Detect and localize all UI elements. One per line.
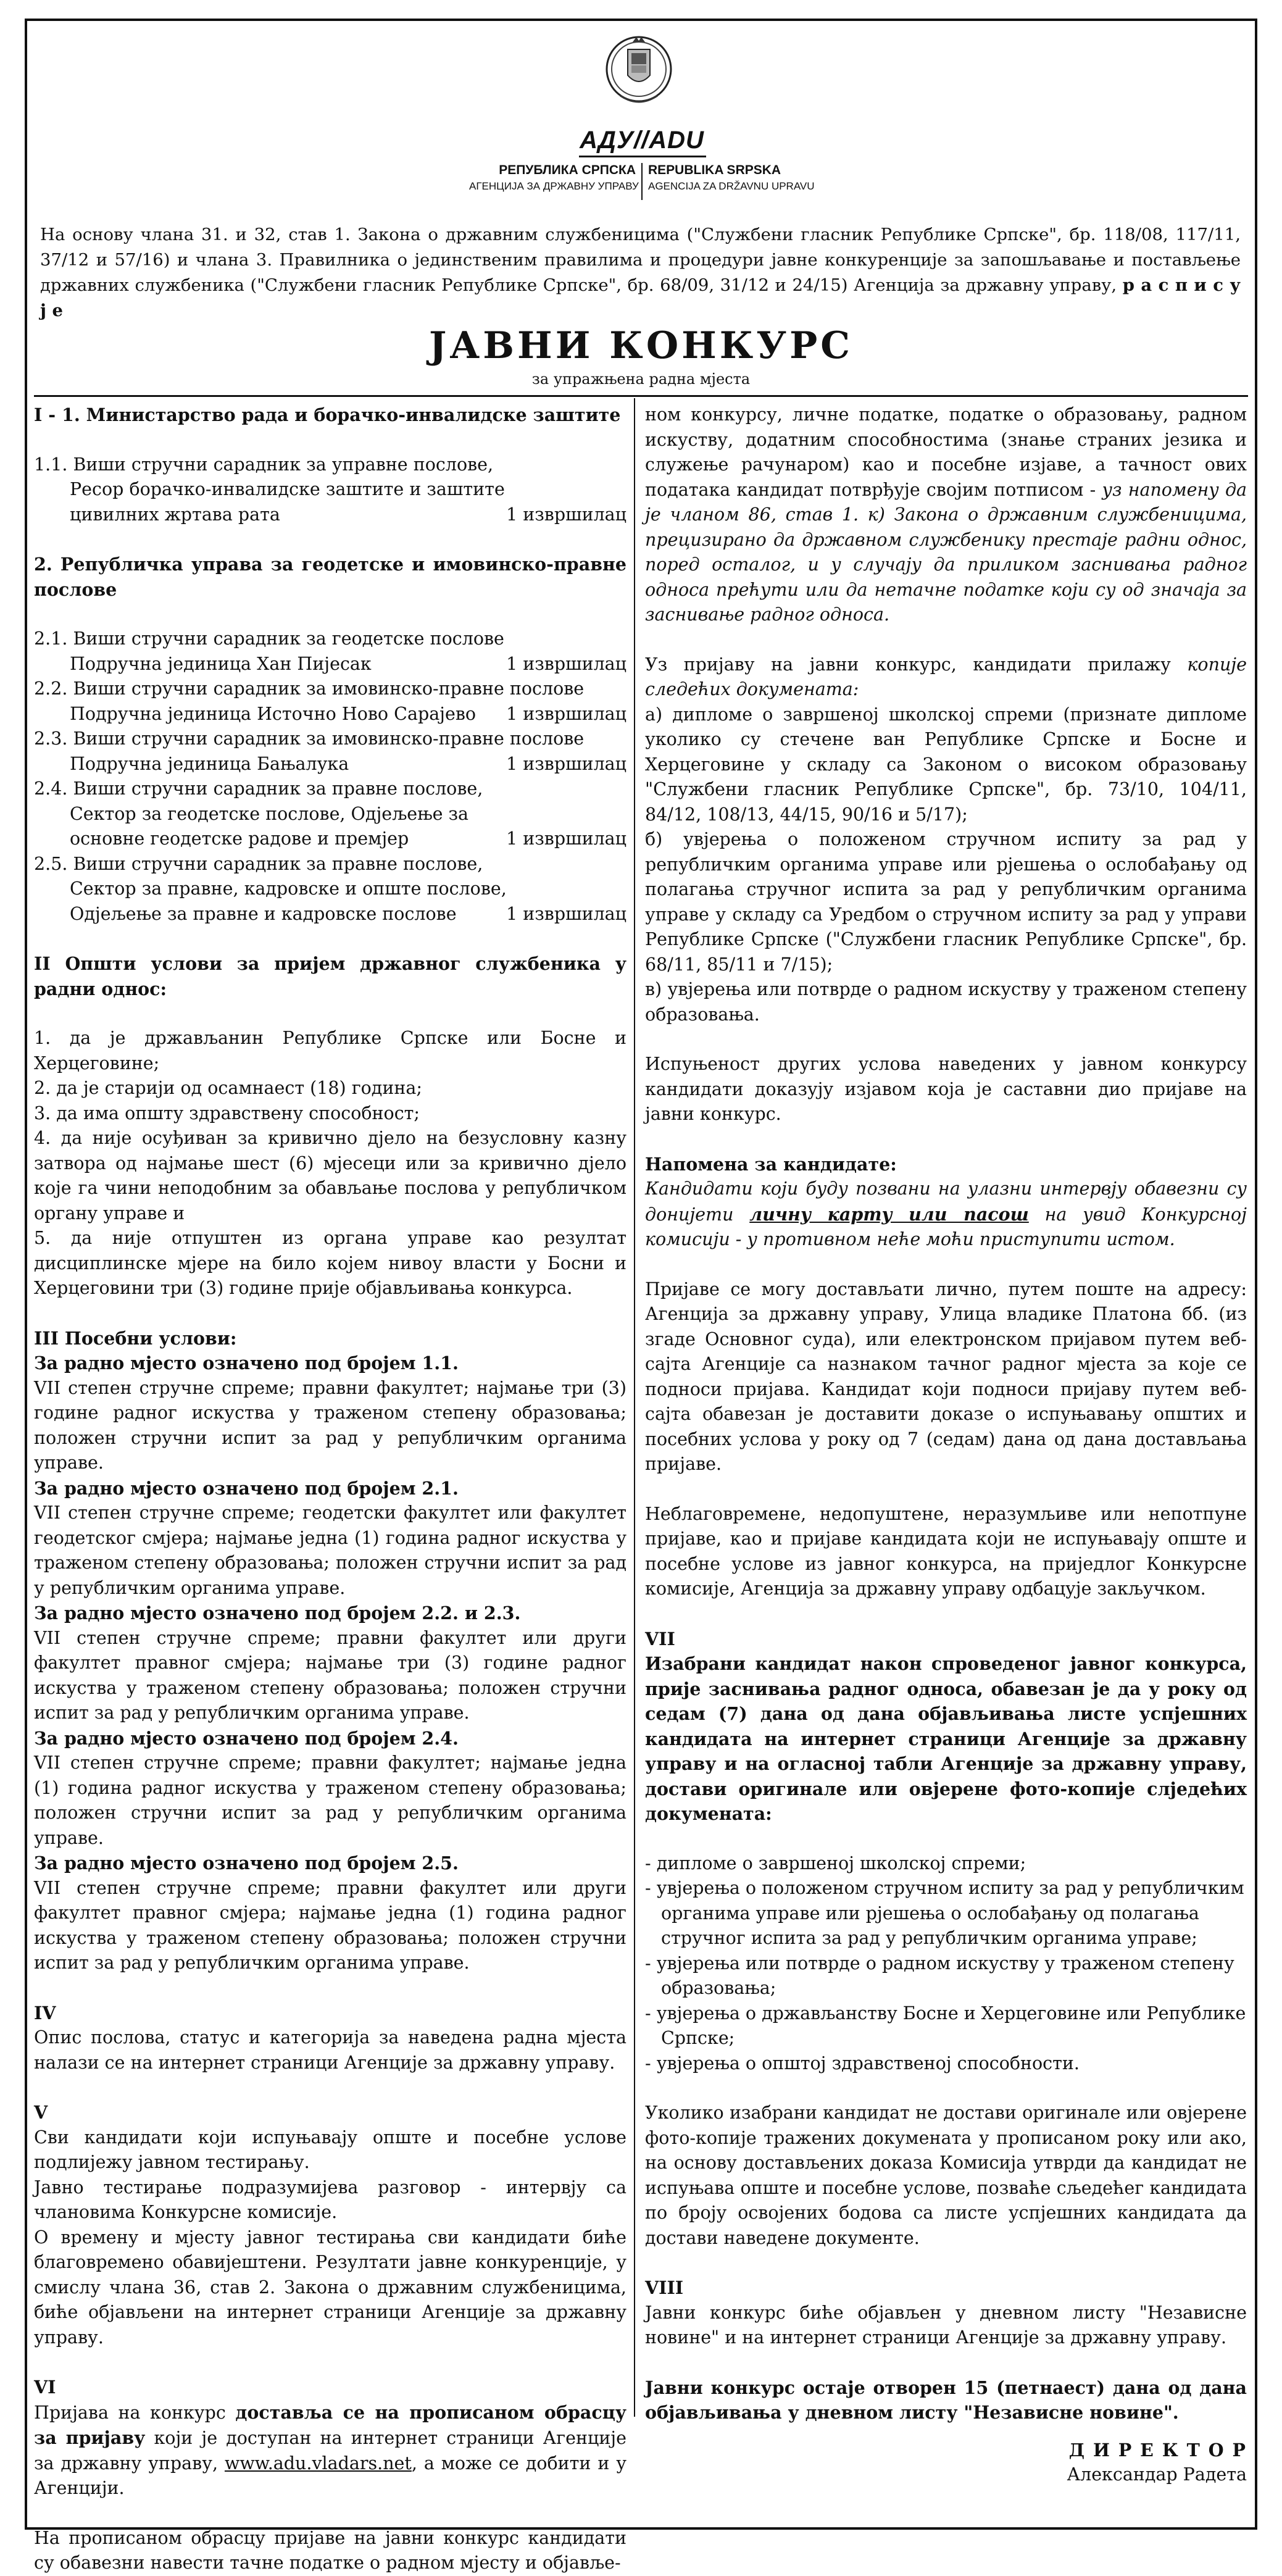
section-7-text: Изабрани кандидат након спроведеног јавног конкурса, прије заснивања радног односа, обавезан је да у року од седам (7) дана од дана објављивања листе успјешних кандидата на интернет страници Агенције за државну управу и на огласној табли Агенције за државну управу, достави оригинале или овјерене фото-копије слједећих докумената:: [645, 1653, 1247, 1824]
intro-announces: р а с п и с у ј е: [40, 275, 1241, 320]
special-text: VII степен стручне спреме; геодетски факултет или факултет геодетског смјера; најмање једна (1) година радног искуства у траженом степену образовања; положен стручни испит за рад у републичким органима управе.: [34, 1503, 626, 1598]
section-5-text: О времену и мјесту јавног тестирања сви кандидати биће благовремено обавијештени. Резултати јавне конкуренције, у смислу члана 36, став 2. Закона о државним службеницима, биће објављени на интернет страници Агенције за државну управу.: [34, 2227, 626, 2348]
section-7-followup: Уколико изабрани кандидат не достави оригинале или овјерене фото-копије тражених докумената у прописаном року или ако, на основу достављених доказа Комисија утврди да кандидат не испуњава опште и посебне услове, позваће сљедећег кандидата по броју освојених бодова са листе успјешних кандидата да достави наведене документе.: [645, 2103, 1247, 2248]
section-4-text: Опис послова, статус и категорија за наведена радна мјеста налази се на интернет страници Агенције за државну управу.: [34, 2027, 626, 2073]
section-5-heading: V: [34, 2102, 48, 2123]
list-item: 3. да има општу здравствену способност;: [34, 1103, 420, 1123]
signature-role: Д И Р Е К Т О Р: [1068, 2439, 1247, 2461]
general-conditions-list: [34, 1026, 626, 1301]
special-conditions-heading: III Посебни услови:: [34, 1327, 237, 1349]
section-8-text: Јавни конкурс биће објављен у дневном листу "Независне новине" и на интернет страници Агенције за државну управу.: [645, 2302, 1247, 2348]
special-text: VII степен стручне спреме; правни факултет; најмање три (3) године радног искуства у траженом степену образовања; положен стручни испит за рад у републичким органима управе.: [34, 1377, 626, 1473]
agency-name-divider: [641, 163, 643, 200]
list-item: в) увјерења или потврде о радном искуству у траженом степену образовања.: [645, 979, 1247, 1025]
agency-name-cyrillic: РЕПУБЛИКА СРПСКА АГЕНЦИЈА ЗА ДРЖАВНУ УПРАВУ: [469, 163, 639, 192]
list-item: 2. да је старији од осамнаест (18) година;: [34, 1078, 422, 1098]
general-conditions-heading: II Општи услови за пријем државног службеника у радни однос:: [34, 953, 626, 999]
position-count: 1 извршилац: [506, 504, 626, 525]
list-item: - дипломе о завршеној школској спреми;: [645, 1853, 1026, 1874]
submission-text: Пријаве се могу достављати лично, путем поште на адресу: Агенција за државну управу, Улица владике Платона бб. (из згаде Основног суда), или електронском пријавом путем веб-сајта Агенције са назнаком тачног радног мјеста за које се подноси пријава. Кандидат који подноси пријаву путем веб-сајта обавезан је доставити доказе о испуњавању општих и посебних услова у року од 7 (седам) дана од дана достављања пријаве.: [645, 1278, 1247, 1474]
application-details-text: ном конкурсу, личне податке, податке о образовању, радном искуству, додатним способностима (знање страних језика и служење рачунаром) као и посебне изјаве, а тачност ових података кандидат потврђује својим потписом - уз напомену да је чланом 86, став 1. к) Закона о државним службеницима, прецизирано да државном службенику престаје радни однос, поред осталог, и у случају да приликом заснивања радног односа прећути или да нетачне податке који су од значаја за заснивање радног односа.: [645, 404, 1247, 625]
special-heading: За радно мјесто означено под бројем 2.2. и 2.3.: [34, 1603, 521, 1624]
list-item: - увјерења или потврде о радном искуству у траженом степену образовања;: [645, 1953, 1234, 1998]
special-heading: За радно мјесто означено под бројем 2.5.: [34, 1853, 459, 1874]
rejection-text: Неблаговремене, недопуштене, неразумљиве или непотпуне пријаве, као и пријаве кандидата који не испуњавају опште и посебне услове из јавног конкурса, на приједлог Конкурсне комисије, Агенција за државну управу одбацује закључком.: [645, 1503, 1247, 1599]
position-2-3: 2.3. Виши стручни сарадник за имовинско-правне послове Подручна јединица Бањалука 1 извршилац: [34, 727, 626, 777]
special-heading: За радно мјесто означено под бројем 2.4.: [34, 1727, 459, 1749]
position-2-4: 2.4. Виши стручни сарадник за правне послове, Сектор за геодетске послове, Одјељење за основне геодетске радове и премјер 1 извршилац: [34, 777, 626, 852]
signature-name: Александар Радета: [1067, 2464, 1247, 2485]
list-item: 1. да је држављанин Републике Српске или Босне и Херцеговине;: [34, 1028, 626, 1073]
section-8-heading: VIII: [645, 2277, 684, 2298]
special-text: VII степен стручне спреме; правни факултет или други факултет правног смјера; најмање три (3) године радног искуства у траженом степену образовања; положен стручни испит за рад у републичким органима управе.: [34, 1627, 626, 1723]
list-item: а) дипломе о завршеној школској спреми (признате дипломе уколико су стечене ван Републике Српске и Босне и Херцеговине у складу са Законом о високом образовању "Службени гласник Републике Српске", бр. 73/10, 104/11, 84/12, 108/13, 44/15, 90/16 и 5/17);: [645, 704, 1247, 825]
list-item: 5. да није отпуштен из органа управе као резултат дисциплинске мјере на било којем нивоу власти у Босни и Херцеговини три (3) године прије објављивања конкурса.: [34, 1228, 626, 1298]
title-divider: [34, 395, 1248, 397]
position-count: 1 извршилац: [506, 703, 626, 724]
special-conditions: [34, 1351, 626, 1976]
position-2-5: 2.5. Виши стручни сарадник за правне послове, Сектор за правне, кадровске и опште послове, Одјељење за правне и кадровске послове 1 извршилац: [34, 852, 626, 927]
page-subtitle: за упражњена радна мјеста: [531, 370, 751, 388]
list-item: б) увјерења о положеном стручном испиту за рад у републичким органима управе или рјешења о ослобађању од полагања стручног испита за рад у републичким органима управе у складу са Уредбом о стручном испиту за рад у управи Републике Српске ("Службени гласник Републике Српске", бр. 68/11, 85/11 и 7/15);: [645, 829, 1247, 975]
position-count: 1 извршилац: [506, 828, 626, 849]
section-5-text: Јавно тестирање подразумијева разговор - интервју са члановима Конкурсне комисије.: [34, 2177, 626, 2222]
agency-website-link[interactable]: www.adu.vladars.net: [224, 2453, 412, 2474]
column-divider: [634, 398, 635, 2417]
special-text: VII степен стручне спреме; правни факултет; најмање једна (1) година радног искуства у траженом степену образовања; положен стручни испит за рад у републичким органима управе.: [34, 1753, 626, 1848]
list-item: - увјерења о општој здравственој способности.: [645, 2053, 1080, 2074]
section-2-heading: 2. Републичка управа за геодетске и имовинско-правне послове: [34, 554, 626, 600]
agency-name-latin: REPUBLIKA SRPSKA AGENCIJA ZA DRŽAVNU UPRAVU: [648, 163, 815, 192]
section-4-heading: IV: [34, 2002, 56, 2024]
left-column: [34, 402, 626, 2576]
agency-logo-text: AДУ//ADU: [580, 127, 704, 154]
special-heading: За радно мјесто означено под бројем 2.1.: [34, 1477, 459, 1499]
list-item: - увјерења о положеном стручном испиту за рад у републичким органима управе или рјешења о ослобађању од полагања стручног испита за рад у републичким органима управе;: [645, 1878, 1244, 1948]
position-1-1: 1.1. Виши стручни сарадник за управне послове, Ресор борачко-инвалидске заштите и заштите цивилних жртава рата 1 извршилац: [34, 452, 626, 528]
section-6-text: Пријава на конкурс доставља се на прописаном обрасцу за пријаву који је доступан на интернет страници Агенције за државну управу, www.adu.vladars.net, а може се добити и у Агенцији.: [34, 2401, 627, 2498]
right-column: [645, 402, 1247, 2488]
position-count: 1 извршилац: [506, 653, 626, 674]
page-title: ЈАВНИ КОНКУРС: [429, 324, 853, 367]
special-text: VII степен стручне спреме; правни факултет или други факултет правног смјера; најмање једна (1) година радног искуства у траженом степену образовања; положен стручни испит за рад у републичким органима управе.: [34, 1877, 626, 1973]
section-6-heading: VI: [34, 2377, 56, 2398]
list-item: 4. да није осуђиван за кривично дјело на безусловну казну затвора од најмање шест (6) мјесеци или за кривично дјело које га чини неподобним за обављање послова у републичком органу управе и: [34, 1128, 626, 1223]
position-2-1: 2.1. Виши стручни сарадник за геодетске послове Подручна јединица Хан Пијесак 1 извршилац: [34, 627, 626, 677]
other-conditions-text: Испуњеност других услова наведених у јавном конкурсу кандидати доказују изјавом која је саставни дио пријаве на јавни конкурс.: [645, 1054, 1247, 1124]
list-item: - увјерења о држављанству Босне и Херцеговине или Републике Српске;: [645, 2003, 1246, 2048]
note-text: Кандидати који буду позвани на улазни интервју обавезни су донијети личну карту или пасош на увид Конкурсној комисији - у противном неће моћи приступити истом.: [645, 1178, 1247, 1249]
logo-underline: [579, 156, 706, 157]
documents-intro: Уз пријаву на јавни конкурс, кандидати прилажу копије следећих докумената:: [645, 654, 1247, 699]
closing-statement: Јавни конкурс остаје отворен 15 (петнаест) дана од дана објављивања у дневном листу "Независне новине".: [645, 2377, 1247, 2423]
position-2-2: 2.2. Виши стручни сарадник за имовинско-правне послове Подручна јединица Источно Ново Сарајево 1 извршилац: [34, 677, 626, 727]
section-5-text: Сви кандидати који испуњавају опште и посебне услове подлијежу јавном тестирању.: [34, 2127, 626, 2172]
section-1-heading: I - 1. Министарство рада и борачко-инвалидске заштите: [34, 404, 621, 425]
required-documents-list: [645, 1851, 1247, 2077]
note-heading: Напомена за кандидате:: [645, 1153, 897, 1175]
agency-names: [463, 162, 821, 205]
section-6-text: На прописаном обрасцу пријаве на јавни конкурс кандидати су обавезни навести тачне податке о радном мјесту и објавље-: [34, 2527, 626, 2573]
coat-of-arms-emblem: [602, 31, 676, 117]
position-count: 1 извршилац: [506, 903, 626, 924]
position-count: 1 извршилац: [506, 753, 626, 774]
section-7-heading: VII: [645, 1628, 675, 1649]
special-heading: За радно мјесто означено под бројем 1.1.: [34, 1353, 459, 1373]
intro-paragraph: На основу члана 31. и 32, став 1. Закона о државним службеницима ("Службени гласник Републике Српске", бр. 118/08, 117/11, 37/12 и 57/16) и члана 3. Правилника о јединственим правилима и процедури јавне конкуренције за запошљавање и постављење државних службеника ("Службени гласник Републике Српске", бр. 68/09, 31/12 и 24/15) Агенција за државну управу, р а с п и с у ј е: [40, 225, 1241, 320]
